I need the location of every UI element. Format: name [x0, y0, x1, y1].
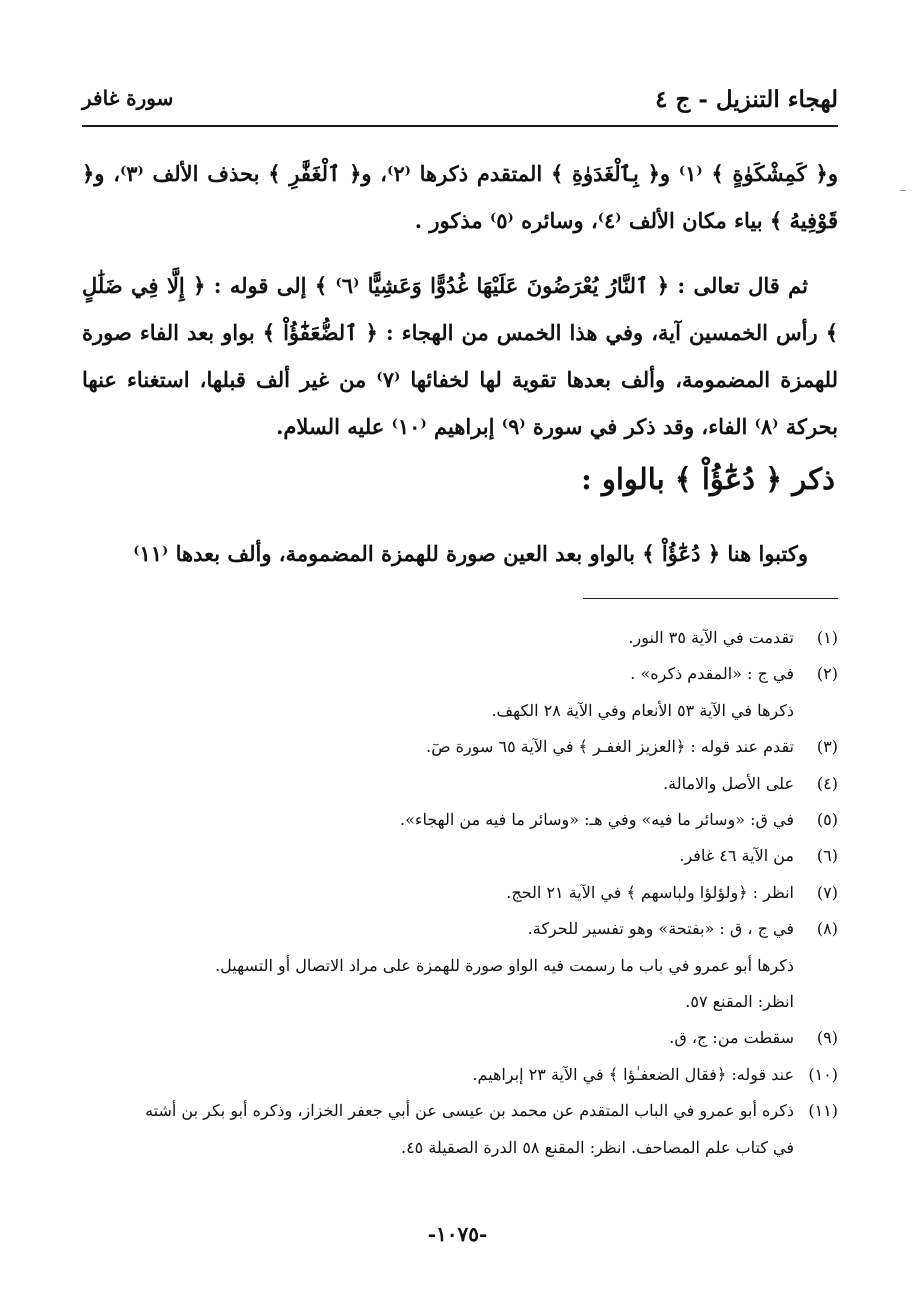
- paragraph-1: و﴿ كَمِشْكَوٰةٍ ﴾ ⁽١⁾ و﴿ بِٱلْغَدَوٰةِ ﴾ المتقدم ذكرها ⁽٢⁾، و﴿ ٱلْغَفَّٰرِ ﴾ بحذف الألف ⁽٣⁾، و﴿ قَوْفِيهُ ﴾ بياء مكان الألف ⁽٤⁾، وسائره ⁽٥⁾ مذكور .: [82, 161, 838, 233]
- footnote-4: [82, 766, 838, 802]
- footnotes: [82, 620, 838, 1166]
- footnote-6: [82, 838, 838, 874]
- footnote-text: عند قوله: ﴿فقال الضعفـٰؤا ﴾ في الآية ٢٣ إبراهيم.: [472, 1064, 794, 1084]
- footnote-text: سقطت من: ج، ق.: [669, 1028, 794, 1048]
- footnote-8: [82, 911, 838, 947]
- footnote-2: [82, 656, 838, 692]
- footnote-number: (٢): [816, 664, 838, 684]
- footnote-number: (٣): [816, 737, 838, 757]
- paragraph-3: وكتبوا هنا ﴿ دُعَٰٓؤُاْ ﴾ بالواو بعد العين صورة للهمزة المضمومة، وألف بعدها ⁽١١⁾: [133, 541, 808, 566]
- footnote-10: [82, 1057, 838, 1093]
- scan-mark: [900, 190, 906, 191]
- footnote-text: في ق: «وسائر ما فيه» وفي هـ: «وسائر ما فيه من الهجاء».: [400, 810, 794, 830]
- footnote-text: ذكره أبو عمرو في الباب المتقدم عن محمد بن عيسى عن أبي جعفر الخزاز، وذكره أبو بكر بن أشته: [145, 1101, 794, 1121]
- footnote-number: (١١): [808, 1101, 838, 1121]
- footnote-number: (٦): [816, 846, 838, 866]
- footnote-text: تقدم عند قوله : ﴿العزيز الغفـر ﴾ في الآية ٦٥ سورة صٓ.: [426, 737, 794, 757]
- footnote-number: (١٠): [808, 1064, 838, 1084]
- footnote-number: (٥): [816, 810, 838, 830]
- header-divider: [82, 125, 838, 127]
- footnote-11-continuation: في كتاب علم المصاحف. انظر: المقنع ٥٨ الدرة الصقيلة ٤٥.: [400, 1137, 794, 1157]
- footnote-divider: [583, 598, 838, 599]
- footnote-7: [82, 875, 838, 911]
- paragraph-2: ثم قال تعالى : ﴿ ٱلنَّارُ يُعْرَضُونَ عَلَيْهَا غُدُوًّا وَعَشِيًّا ⁽٦⁾ ﴾ إلى قوله : ﴿ إِلَّا فِي ضَلَٰلٍ ﴾ رأس الخمسين آية، وفي هذا الخمس من الهجاء : ﴿ ٱلضُّعَفَٰٓؤُاْ ﴾ بواو بعد الفاء صورة للهمزة المضمومة، وألف بعدها تقوية لها لخفائها ⁽٧⁾ من غير ألف قبلها، استغناء عنها بحركة ⁽٨⁾ الفاء، وقد ذكر في سورة ⁽٩⁾ إبراهيم ⁽١٠⁾ عليه السلام.: [82, 273, 839, 439]
- footnote-8-continuation: انظر: المقنع ٥٧.: [685, 992, 794, 1012]
- footnote-11: [82, 1093, 838, 1129]
- footnote-1: [82, 620, 838, 656]
- footnote-number: (١): [816, 628, 838, 647]
- surah-name: سورة غافر: [82, 86, 174, 110]
- footnote-5: [82, 802, 838, 838]
- footnote-text: من الآية ٤٦ غافر.: [679, 846, 794, 866]
- footnote-3: [82, 729, 838, 765]
- footnote-number: (٤): [816, 773, 838, 793]
- book-title: لهجاء التنزيل - ج ٤: [655, 86, 838, 113]
- page-number: -١٠٧٥-: [427, 1222, 488, 1246]
- footnote-number: (٩): [816, 1028, 838, 1048]
- footnote-8-continuation: ذكرها أبو عمرو في باب ما رسمت فيه الواو صورة للهمزة على مراد الاتصال أو التسهيل.: [215, 955, 794, 975]
- footnote-text: في ج ، ق : «بفتحة» وهو تفسير للحركة.: [527, 919, 794, 939]
- footnote-text: تقدمت في الآية ٣٥ النور.: [628, 628, 794, 647]
- footnote-9: [82, 1020, 838, 1056]
- footnote-text: في ج : «المقدم ذكره» .: [630, 664, 794, 684]
- footnote-text: انظر : ﴿ولؤلؤا ولباسهم ﴾ في الآية ٢١ الحج.: [506, 882, 794, 902]
- footnote-number: (٨): [816, 919, 838, 939]
- footnote-text: على الأصل والامالة.: [663, 773, 794, 793]
- footnote-number: (٧): [816, 882, 838, 902]
- footnote-2-continuation: ذكرها في الآية ٥٣ الأنعام وفي الآية ٢٨ الكهف.: [491, 700, 794, 720]
- section-heading: ذكر ﴿ دُعَٰٓؤُاْ ﴾ بالواو :: [581, 462, 835, 496]
- running-header: [82, 78, 838, 124]
